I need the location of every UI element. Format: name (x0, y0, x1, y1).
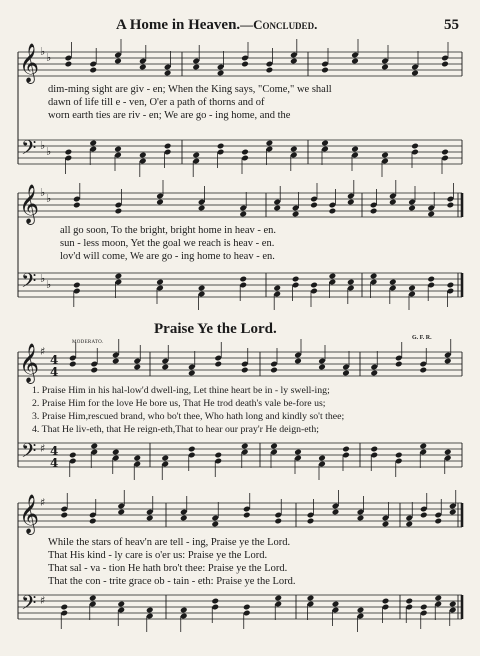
note-head (347, 279, 355, 286)
note-head (69, 452, 77, 459)
note-head (241, 443, 249, 450)
note-head (357, 607, 365, 614)
note-head (307, 595, 315, 602)
note-head (198, 285, 206, 292)
key-signature-accidental: ♭ (40, 139, 46, 152)
hymn2-s2-verse4: That the con - trite grace ob - tain - eth: Praise ye the Lord. (48, 576, 296, 587)
key-signature-accidental: ♭ (46, 145, 52, 158)
note-head (273, 285, 281, 292)
bass-clef: 𝄢 (21, 269, 37, 297)
note-head (370, 208, 378, 215)
note-head (382, 598, 390, 605)
note-head (146, 607, 154, 614)
note-head (65, 149, 73, 156)
note-head (156, 279, 164, 286)
note-head (217, 143, 225, 150)
note-head (434, 595, 442, 602)
note-head (441, 61, 449, 68)
note-head (114, 58, 122, 65)
hymn1-title (116, 18, 317, 33)
note-head (290, 58, 298, 65)
note-head (241, 367, 249, 374)
note-head (60, 604, 68, 611)
hymn2-s1-verse2: 2. Praise Him for the love He bore us, That He trod death's vale be-fore us; (32, 398, 326, 409)
note-head (329, 273, 337, 280)
note-head (411, 70, 419, 77)
key-signature-accidental: ♭ (46, 278, 52, 291)
note-head (351, 146, 359, 153)
note-head (90, 367, 98, 374)
note-head (395, 361, 403, 368)
note-head (65, 61, 73, 68)
note-head (73, 282, 81, 289)
note-head (239, 276, 247, 283)
note-head (405, 521, 413, 528)
note-head (434, 518, 442, 525)
treble-clef: 𝄞 (19, 43, 40, 83)
hymn1-title-suffix: —Concluded. (240, 17, 318, 32)
note-head (164, 143, 172, 150)
treble-clef: 𝄞 (19, 343, 40, 383)
hymn2-composer: G. F. R. (412, 335, 432, 341)
note-head (318, 364, 326, 371)
note-head (214, 452, 222, 459)
note-head (241, 61, 249, 68)
note-head (73, 202, 81, 209)
note-head (292, 276, 300, 283)
note-head (133, 364, 141, 371)
bass-clef: 𝄢 (21, 439, 37, 467)
note-head (60, 512, 68, 519)
note-head (347, 199, 355, 206)
note-head (139, 152, 147, 159)
note-head (310, 202, 318, 209)
note-head (114, 146, 122, 153)
note-head (321, 140, 329, 147)
time-signature-top: 4 (50, 353, 59, 367)
bass-clef: 𝄢 (21, 136, 37, 164)
note-head (243, 512, 251, 519)
note-head (351, 58, 359, 65)
note-head (89, 595, 97, 602)
hymn1-s2-verse2: sun - less moon, Yet the goal we reach is heav - en. (60, 238, 275, 249)
hymn1-title-main: A Home in Heaven. (116, 17, 241, 33)
hymn2-s2-verse2: That His kind - ly care is o'er us: Praise ye the Lord. (48, 550, 268, 561)
key-signature-accidental: ♭ (40, 45, 46, 58)
hymn2-s1-verse3: 3. Praise Him,rescued brand, who bo't thee, Who hath long and kindly so't thee; (32, 411, 345, 422)
hymn2-title: Praise Ye the Lord. (154, 321, 277, 337)
note-head (389, 279, 397, 286)
note-head (290, 146, 298, 153)
bass-clef: 𝄢 (21, 591, 37, 619)
note-head (408, 205, 416, 212)
note-head (266, 67, 274, 74)
page-number: 55 (444, 17, 459, 33)
note-head (342, 370, 350, 377)
note-head (332, 509, 340, 516)
note-head (69, 361, 77, 368)
note-head (321, 67, 329, 74)
note-head (420, 604, 428, 611)
note-head (180, 607, 188, 614)
note-head (139, 64, 147, 71)
hymn2-s2-verse3: That sal - va - tion He hath bro't thee: Praise ye the Lord. (48, 563, 288, 574)
note-head (90, 443, 98, 450)
note-head (146, 515, 154, 522)
note-head (115, 273, 123, 280)
note-head (274, 518, 282, 525)
key-signature-accidental: ♯ (40, 345, 46, 358)
note-head (274, 595, 282, 602)
hymn1-s1-verse1: dim-ming sight are giv - en; When the King says, "Come," we shall (48, 84, 332, 95)
note-head (112, 358, 120, 365)
note-head (419, 443, 427, 450)
note-head (444, 358, 452, 365)
note-head (447, 202, 455, 209)
note-head (115, 208, 123, 215)
note-head (192, 152, 200, 159)
time-signature-bottom: 4 (50, 365, 59, 379)
note-head (370, 446, 378, 453)
note-head (270, 443, 278, 450)
time-signature-bottom: 4 (50, 456, 59, 470)
note-head (427, 211, 435, 218)
note-head (405, 598, 413, 605)
hymn1-s2-verse3: lov'd will come, We are go - ing home to heav - en. (60, 251, 275, 262)
note-head (357, 515, 365, 522)
note-head (89, 67, 97, 74)
key-signature-accidental: ♯ (40, 594, 46, 607)
note-head (420, 512, 428, 519)
note-head (133, 455, 141, 462)
note-head (381, 64, 389, 71)
note-head (273, 205, 281, 212)
hymn2-s1-verse1: 1. Praise Him in his hal-low'd dwell-ing, Let thine heart be in - ly swell-ing; (32, 385, 330, 396)
note-head (381, 152, 389, 159)
key-signature-accidental: ♭ (40, 272, 46, 285)
note-head (329, 208, 337, 215)
hymn2-s2-verse1: While the stars of heav'n are tell - ing, Praise ye the Lord. (48, 537, 291, 548)
note-head (427, 276, 435, 283)
note-head (419, 367, 427, 374)
note-head (310, 282, 318, 289)
hymn1-s1-verse2: dawn of life till e - ven, O'er a path of thorns and of (48, 97, 265, 108)
key-signature-accidental: ♯ (40, 496, 46, 509)
note-head (161, 455, 169, 462)
note-head (307, 518, 315, 525)
note-head (270, 367, 278, 374)
note-head (156, 199, 164, 206)
note-head (117, 509, 125, 516)
hymn2-tempo: MODERATO. (72, 340, 104, 345)
note-head (294, 358, 302, 365)
note-head (318, 455, 326, 462)
hymn1-s1-verse3: worn earth ties are riv - en; We are go - ing home, and the (48, 110, 291, 121)
note-head (444, 449, 452, 456)
note-head (389, 199, 397, 206)
note-head (266, 140, 274, 147)
note-head (211, 521, 219, 528)
note-head (243, 604, 251, 611)
note-head (214, 361, 222, 368)
note-head (239, 211, 247, 218)
note-head (180, 515, 188, 522)
note-head (411, 143, 419, 150)
time-signature-top: 4 (50, 444, 59, 458)
note-head (408, 285, 416, 292)
key-signature-accidental: ♭ (46, 192, 52, 205)
note-head (395, 452, 403, 459)
treble-clef: 𝄞 (19, 494, 40, 534)
note-head (382, 521, 390, 528)
note-head (161, 364, 169, 371)
note-head (370, 273, 378, 280)
key-signature-accidental: ♯ (40, 442, 46, 455)
note-head (198, 205, 206, 212)
note-head (164, 70, 172, 77)
note-head (342, 446, 350, 453)
treble-clef: 𝄞 (19, 184, 40, 224)
note-head (447, 282, 455, 289)
note-head (188, 446, 196, 453)
note-head (294, 449, 302, 456)
note-head (188, 370, 196, 377)
hymn2-s1-verse4: 4. That He liv-eth, that He reign-eth,That to hear our pray'r He deign-eth; (32, 424, 319, 435)
note-head (370, 370, 378, 377)
note-head (117, 601, 125, 608)
note-head (112, 449, 120, 456)
note-head (449, 509, 457, 516)
note-head (89, 140, 97, 147)
note-head (441, 149, 449, 156)
hymn1-s2-verse1: all go soon, To the bright, bright home in heav - en. (60, 225, 277, 236)
note-head (217, 70, 225, 77)
note-head (241, 149, 249, 156)
note-head (332, 601, 340, 608)
note-head (292, 211, 300, 218)
key-signature-accidental: ♭ (40, 186, 46, 199)
note-head (211, 598, 219, 605)
note-head (449, 601, 457, 608)
note-head (89, 518, 97, 525)
key-signature-accidental: ♭ (46, 51, 52, 64)
note-head (192, 64, 200, 71)
